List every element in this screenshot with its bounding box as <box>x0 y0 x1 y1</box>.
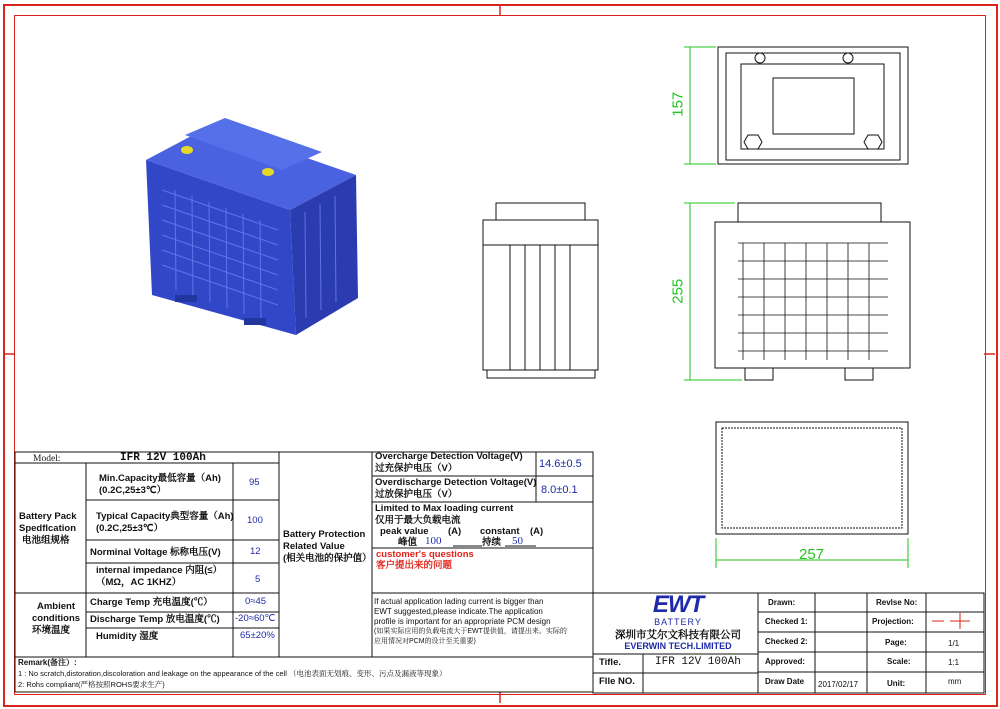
battery-pack-group-1: Battery Pack <box>19 511 77 522</box>
dimension-257: 257 <box>799 546 825 563</box>
checked2-label: Checked 2: <box>765 637 808 646</box>
model-value: IFR 12V 100Ah <box>120 452 206 464</box>
constant-value: 50 <box>512 535 523 547</box>
remark-line-1: 1 : No scratch,distoration,discoloration and leakage on the appearance of the cell （电池表面无划痕、变形、污点及漏液等现象） <box>18 669 447 678</box>
side-view-drawing <box>483 203 598 378</box>
overdischarge-label-1: Overdischarge Detection Voltage(V) <box>375 477 537 488</box>
constant-cn: 持续 <box>482 537 502 548</box>
file-no-label: Flle NO. <box>599 676 635 687</box>
front-view-drawing <box>715 203 910 380</box>
top-view-drawing <box>718 47 908 164</box>
protection-group-3: (相关电池的保护值） <box>283 553 372 564</box>
unit-value: mm <box>948 677 962 686</box>
typical-capacity-value: 100 <box>247 515 263 526</box>
note-line-3: profile is important for an appropriate PCM design <box>374 617 551 626</box>
scale-label: Scale: <box>887 657 911 666</box>
checked1-label: Checked 1: <box>765 617 808 626</box>
battery-pack-group-2: Spedflcation <box>19 523 77 534</box>
max-current-label-1: Limited to Max loading current <box>375 503 514 514</box>
charge-temp-label: Charge Temp 充电温度(℃） <box>90 597 213 608</box>
note-line-2: EWT suggested,please indicate.The application <box>374 607 543 616</box>
typical-capacity-cond: (0.2C,25±3℃） <box>96 523 164 534</box>
impedance-label: internal impedance 内阻(≤） <box>96 565 223 576</box>
note-line-5: 应用情况对PCM的设计至关重要) <box>374 638 476 645</box>
terminal-positive <box>181 146 193 154</box>
projection-symbol <box>932 613 970 629</box>
page-value: 1/1 <box>948 639 960 648</box>
drawn-label: Drawn: <box>768 598 796 607</box>
min-capacity-cond: (0.2C,25±3℃） <box>99 485 167 496</box>
peak-value: 100 <box>425 535 442 547</box>
nominal-voltage-value: 12 <box>250 546 261 557</box>
peak-cn: 峰值 <box>398 537 418 548</box>
min-capacity-label: Min.Capacity最低容量（Ah) <box>99 473 221 484</box>
impedance-value: 5 <box>255 574 261 585</box>
company-name-cn: 深圳市艾尔文科技有限公司 <box>615 629 741 641</box>
peak-unit: (A) <box>448 526 462 537</box>
draw-date-label: Draw Date <box>765 677 805 686</box>
humidity-label: Humidity 湿度 <box>96 631 159 642</box>
company-name-en: EVERWIN TECH.LIMITED <box>624 641 732 651</box>
peak-label: peak value <box>380 526 429 537</box>
max-current-label-2: 仅用于最大负载电流 <box>375 515 461 526</box>
protection-group-1: Battery Protection <box>283 529 366 540</box>
nominal-voltage-label: Norminal Voltage 标称电压(V) <box>90 547 221 558</box>
dimension-157: 157 <box>669 91 687 117</box>
approved-label: Approved: <box>765 657 805 666</box>
overcharge-label-2: 过充保护电压（V） <box>375 463 458 474</box>
overdischarge-label-2: 过放保护电压（V） <box>375 489 458 500</box>
unit-label: Unit: <box>887 679 906 688</box>
discharge-temp-value: -20≈60℃ <box>235 613 276 624</box>
model-label: Model: <box>33 454 61 464</box>
title-label: Tifle. <box>599 657 621 668</box>
company-logo-sub: BATTERY <box>654 617 702 627</box>
bottom-view-drawing <box>716 422 908 534</box>
ambient-group-1: Ambient <box>37 601 75 612</box>
remark-title: Remark(备注）: <box>18 658 77 667</box>
dimension-255: 255 <box>669 278 687 304</box>
battery-3d-render <box>146 118 358 335</box>
note-line-1: If actual application lading current is bigger than <box>374 597 544 606</box>
min-capacity-value: 95 <box>249 477 260 488</box>
ambient-group-3: 环境温度 <box>32 625 71 636</box>
impedance-cond: （MΩ，AC 1KHZ） <box>96 577 182 588</box>
revise-label: Revlse No: <box>876 598 918 607</box>
title-value: IFR 12V 100Ah <box>655 656 741 668</box>
draw-date-value: 2017/02/17 <box>818 680 859 689</box>
discharge-temp-label: Discharge Temp 放电温度(℃) <box>90 614 220 625</box>
page-label: Page: <box>885 638 907 647</box>
overcharge-value: 14.6±0.5 <box>539 458 582 470</box>
typical-capacity-label: Typical Capacity典型容量（Ah) <box>96 511 234 522</box>
constant-unit: (A) <box>530 526 544 537</box>
overcharge-label-1: Overcharge Detection Voltage(V) <box>375 451 523 462</box>
constant-label: constant <box>480 526 520 537</box>
note-line-4: (如果实际应用的负载电流大于EWT提供值，请提出来。实际的 <box>374 628 567 635</box>
company-logo: EWT <box>652 591 704 618</box>
charge-temp-value: 0≈45 <box>245 596 267 607</box>
terminal-negative <box>262 168 274 176</box>
overdischarge-value: 8.0±0.1 <box>541 484 578 496</box>
protection-group-2: Related Value <box>283 541 345 552</box>
projection-label: Projection: <box>872 617 914 626</box>
battery-pack-group-3: 电池组规格 <box>22 535 70 546</box>
remark-line-2: 2: Rohs compliant(严格按照ROHS要求生产) <box>18 680 165 689</box>
scale-value: 1:1 <box>948 658 960 667</box>
customer-questions-2: 客户提出来的问题 <box>376 560 453 571</box>
customer-questions-1: customer's questions <box>376 549 474 560</box>
ambient-group-2: conditions <box>32 613 81 624</box>
humidity-value: 65±20% <box>240 630 275 641</box>
